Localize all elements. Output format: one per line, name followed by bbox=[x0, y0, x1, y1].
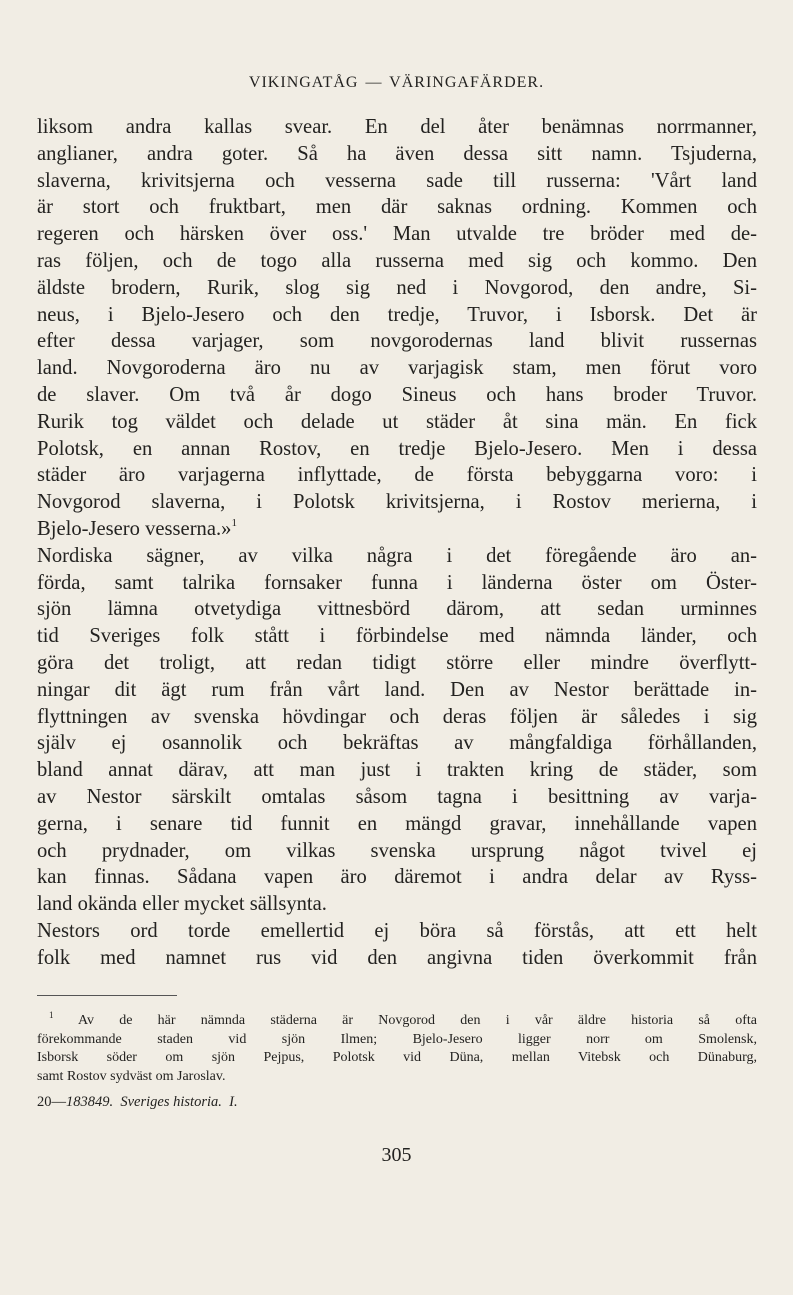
body-line: och prydnader, om vilkas svenska ursprung något tvivel ej bbox=[37, 839, 757, 862]
page-number: 305 bbox=[381, 1144, 412, 1166]
body-line: anglianer, andra goter. Så ha även dessa sitt namn. Tsjuderna, bbox=[37, 142, 757, 165]
body-line: tid Sveriges folk stått i förbindelse med nämnda länder, och bbox=[37, 625, 757, 648]
footnote-reference: 1 bbox=[231, 516, 237, 529]
printer-signature bbox=[37, 1094, 238, 1111]
body-line-text: Bjelo-Jesero vesserna.» bbox=[37, 517, 232, 540]
body-line: städer äro varjagerna inflyttade, de första bebyggarna voro: i bbox=[37, 464, 757, 487]
body-line: själv ej osannolik och bekräftas av mångfaldiga förhållanden, bbox=[37, 732, 757, 755]
footnote-line-text: Av de här nämnda städerna är Novgorod den i vår äldre historia så ofta bbox=[77, 1013, 757, 1028]
running-head: VIKINGATÅG — VÄRINGAFÄRDER. bbox=[248, 74, 545, 91]
body-line: Polotsk, en annan Rostov, en tredje Bjelo-Jesero. Men i dessa bbox=[37, 437, 757, 460]
body-line: är stort och fruktbart, men där saknas ordning. Kommen och bbox=[37, 196, 757, 219]
body-line: ras följen, och de togo alla russerna med sig och kommo. Den bbox=[37, 249, 757, 272]
body-line: göra det troligt, att redan tidigt större eller mindre överflytt- bbox=[37, 651, 757, 674]
signature-number: 20— bbox=[37, 1094, 66, 1110]
body-line-with-footnote-ref bbox=[37, 516, 757, 543]
footnote bbox=[37, 1012, 757, 1087]
body-line: bland annat därav, att man just i trakten kring de städer, som bbox=[37, 759, 757, 782]
signature-title: Sveriges historia. bbox=[120, 1094, 222, 1110]
body-line: land okända eller mycket sällsynta. bbox=[37, 893, 327, 916]
body-line: sjön lämna otvetydiga vittnesbörd därom, att sedan urminnes bbox=[37, 598, 757, 621]
body-line: gerna, i senare tid funnit en mängd gravar, innehållande vapen bbox=[37, 812, 757, 835]
body-line: flyttningen av svenska hövdingar och deras följen är således i sig bbox=[37, 705, 757, 728]
body-text bbox=[37, 114, 757, 972]
body-line: folk med namnet rus vid den angivna tiden överkommit från bbox=[37, 946, 757, 969]
body-line: slaverna, krivitsjerna och vesserna sade till russerna: 'Vårt land bbox=[37, 169, 757, 192]
body-line: efter dessa varjager, som novgorodernas land blivit russernas bbox=[37, 330, 757, 353]
footnote-divider bbox=[37, 995, 177, 996]
body-line: neus, i Bjelo-Jesero och den tredje, Truvor, i Isborsk. Det är bbox=[37, 303, 757, 326]
body-line: liksom andra kallas svear. En del åter benämnas norrmanner, bbox=[37, 116, 757, 138]
paragraph-start-line: Nestors ord torde emellertid ej böra så förstås, att ett helt bbox=[37, 919, 757, 942]
body-line: Rurik tog väldet och delade ut städer åt sina män. En fick bbox=[37, 410, 757, 433]
footnote-marker: 1 bbox=[49, 1010, 54, 1020]
signature-code: 183849. bbox=[66, 1094, 114, 1110]
body-line: äldste brodern, Rurik, slog sig ned i Novgorod, den andre, Si- bbox=[37, 276, 757, 299]
body-line: kan finnas. Sådana vapen äro däremot i andra delar av Ryss- bbox=[37, 866, 757, 889]
body-line: de slaver. Om två år dogo Sineus och hans broder Truvor. bbox=[37, 383, 757, 406]
footnote-line: förekommande staden vid sjön Ilmen; Bjelo-Jesero ligger norr om Smolensk, bbox=[37, 1031, 757, 1047]
body-line: regeren och härsken över oss.' Man utvalde tre bröder med de- bbox=[37, 223, 757, 246]
signature-volume: I. bbox=[229, 1094, 238, 1110]
body-line: Novgorod slaverna, i Polotsk krivitsjerna, i Rostov merierna, i bbox=[37, 491, 757, 514]
footnote-line bbox=[37, 1012, 757, 1031]
body-line: av Nestor särskilt omtalas såsom tagna i besittning av varja- bbox=[37, 785, 757, 808]
footnote-line: Isborsk söder om sjön Pejpus, Polotsk vid Düna, mellan Vitebsk och Dünaburg, bbox=[37, 1050, 757, 1066]
body-line: förda, samt talrika fornsaker funna i länderna öster om Öster- bbox=[37, 571, 757, 594]
body-line: land. Novgoroderna äro nu av varjagisk stam, men förut voro bbox=[37, 357, 757, 380]
footnote-line: samt Rostov sydväst om Jaroslav. bbox=[37, 1069, 226, 1085]
paragraph-start-line: Nordiska sägner, av vilka några i det föregående äro an- bbox=[37, 544, 757, 567]
body-line: ningar dit ägt rum från vårt land. Den av Nestor berättade in- bbox=[37, 678, 757, 701]
